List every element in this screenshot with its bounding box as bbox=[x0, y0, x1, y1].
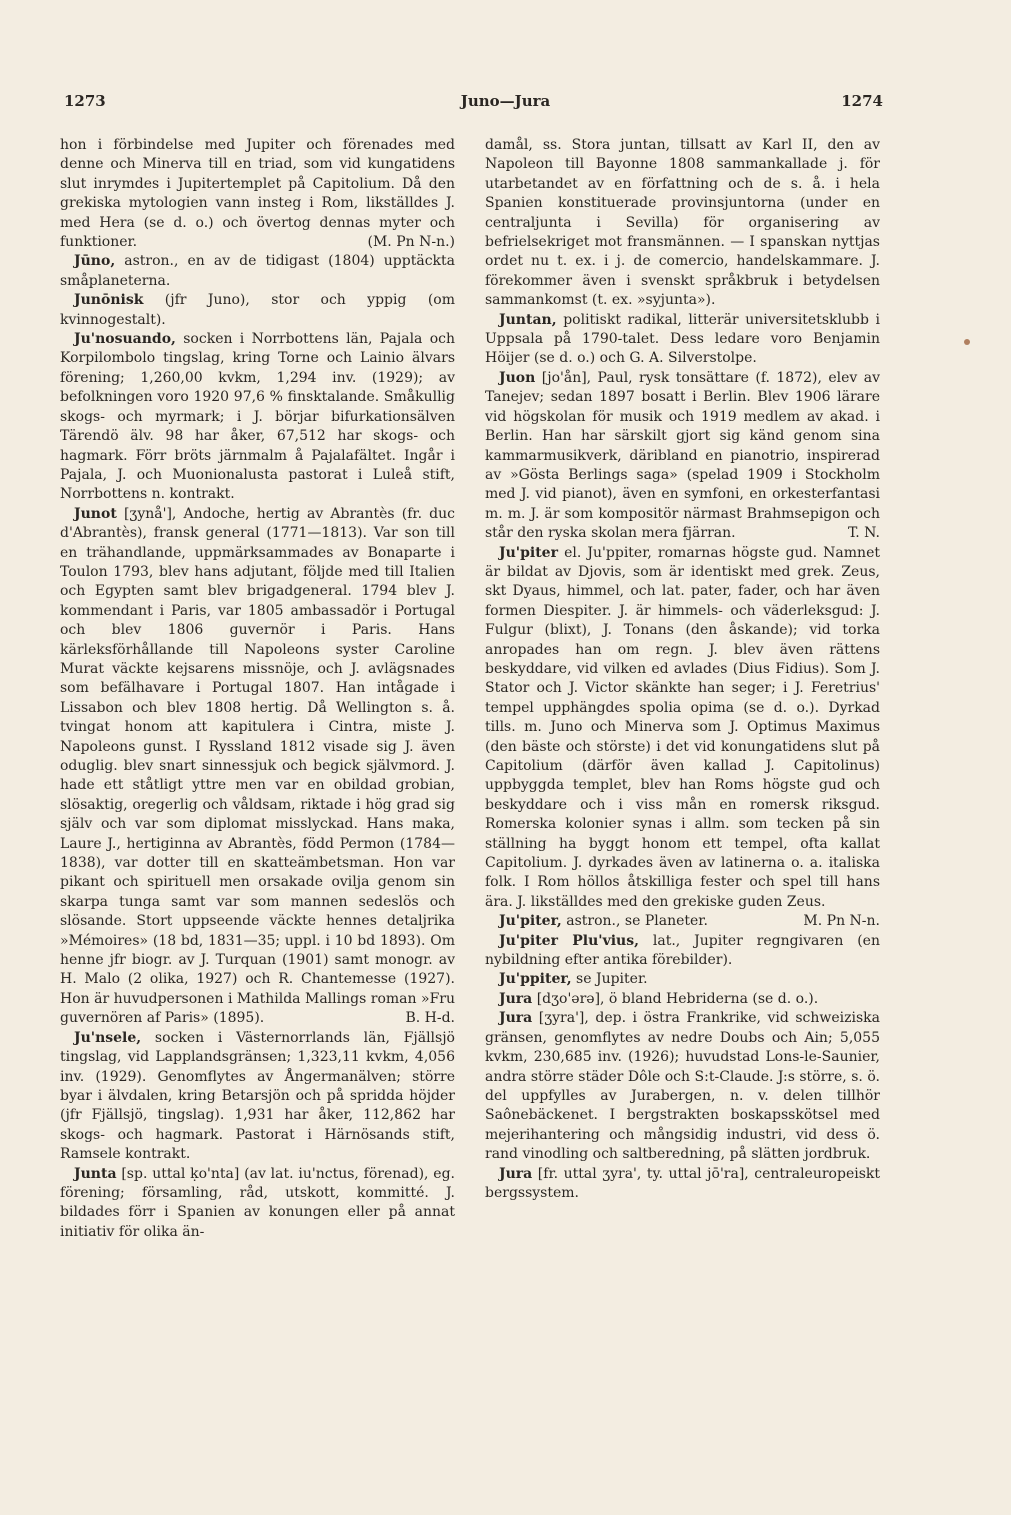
dictionary-entry bbox=[60, 252, 455, 291]
entry-headword: Junta bbox=[74, 1165, 117, 1182]
author-signature: M. Pn N-n. bbox=[803, 913, 880, 930]
entry-text: damål, ss. Stora juntan, tillsatt av Karl II, den av Napoleon till Bayonne 1808 sammankallade j. för utarbetandet av en författning och de s. å. i hela Spanien konstituerade provinsjuntorna (under en centraljunta i Sevilla) för organisering av befrielsekriget mot fransmännen. — I spanskan nyttjas ordet nu t. ex. i j. de comercio, handelskammare. J. förekommer även i svenskt språkbruk i betydelsen sammankomst (t. ex. »syjunta»). bbox=[485, 137, 880, 309]
dictionary-entry bbox=[485, 136, 880, 311]
author-signature: B. H-d. bbox=[405, 1010, 455, 1027]
entry-text: astron., se Planeter. bbox=[566, 913, 708, 930]
entry-headword: Juon bbox=[499, 369, 536, 386]
entry-text: [ʒyra'], dep. i östra Frankrike, vid schweiziska gränsen, genomflytes av nedre Doubs och Ain; 5,055 kvkm, 230,685 inv. (1926); huvudstad Lons-le-Saunier, andra större städer Dôle och S:t-Claude. J:s större, s. ö. del uppfylles av Jurabergen, n. v. delen tillhör Saônebäckenet. I bergstrakten boskapsskötsel med mejerihantering och mångsidig industri, vid dess ö. rand vinodling och saltberedning, på slätten jordbruk. bbox=[485, 1010, 880, 1163]
page-header bbox=[0, 92, 1011, 122]
entry-headword: Junōnisk bbox=[74, 292, 144, 309]
dictionary-entry bbox=[60, 1029, 455, 1165]
right-page-number: 1274 bbox=[841, 92, 883, 110]
ink-dot bbox=[964, 339, 970, 345]
dictionary-entry bbox=[485, 970, 880, 989]
dictionary-entry bbox=[60, 505, 455, 1029]
dictionary-entry bbox=[60, 136, 455, 252]
entry-text: se Jupiter. bbox=[576, 971, 648, 988]
dictionary-entry bbox=[485, 1165, 880, 1204]
dictionary-entry bbox=[60, 291, 455, 330]
entry-headword: Jura bbox=[499, 1165, 533, 1182]
entry-text: el. Ju'ppiter, romarnas högste gud. Namnet är bildat av Djovis, som är identiskt med grek. Zeus, skt Dyaus, himmel, och lat. pater, fader, och har även formen Diespiter. J. är himmels- och väderleksgud: J. Fulgur (blixt), J. Tonans (den åskande); vid torka anropades han om regn. J. blev även rättens beskyddare, vid vilken ed avlades (Dius Fidius). Som J. Stator och J. Victor skänkte han seger; i J. Feretrius' tempel upphängdes spolia opima (se d. o.). Dyrkad tills. m. Juno och Minerva som J. Optimus Maximus (den bäste och störste) i det vid konungatidens slut på Capitolium (därför även kallad J. Capitolinus) uppbyggda templet, blev han Roms högste gud och beskyddare och i viss mån en romersk riksgud. Romerska kolonier synas i allm. som tecken på sin ställning ha byggt honom ett tempel, ofta kallat Capitolium. J. dyrkades även av latinerna o. a. italiska folk. I Rom höllos åtskilliga fester och spel till hans ära. J. likställdes med den grekiske guden Zeus. bbox=[485, 544, 880, 910]
entry-headword: Ju'piter bbox=[499, 544, 558, 561]
entry-text: [sp. uttal ḳo'nta] (av lat. iu'nctus, förenad), eg. förening; församling, råd, utskott, kommitté. J. bildades förr i Spanien av konungen eller på annat initiativ för olika än- bbox=[60, 1165, 455, 1240]
entry-text: astron., en av de tidigast (1804) upptäckta småplaneterna. bbox=[60, 253, 455, 289]
entry-text: (jfr Juno), stor och yppig (om kvinnogestalt). bbox=[60, 292, 456, 328]
entry-headword: Ju'nsele, bbox=[74, 1029, 142, 1046]
dictionary-entry bbox=[485, 311, 880, 369]
entry-text: [jo'ån], Paul, rysk tonsättare (f. 1872), elev av Tanejev; sedan 1897 bosatt i Berlin. Blev 1906 lärare vid högskolan för musik och 1919 medlem av akad. i Berlin. Han har särskilt gjort sig känd genom sina kammarmusikverk, däribland en pianotrio, inspirerad av »Gösta Berlings saga» (spelad 1909 i Stockholm med J. vid pianot), även en symfoni, en orkesterfantasi m. m. J. är som kompositör närmast Brahmsepigon och står den ryska skolan mera fjärran. bbox=[485, 369, 881, 542]
left-column bbox=[60, 136, 455, 1242]
dictionary-entry bbox=[485, 369, 880, 544]
entry-text: [ʒynå'], Andoche, hertig av Abrantès (fr. duc d'Abrantès), fransk general (1771—1813). Var son till en trähandlande, uppmärksammades av Bonaparte i Toulon 1793, blev hans adjutant, följde med till Italien och Egypten samt blev brigadgeneral. 1794 blev J. kommendant i Paris, var 1805 ambassadör i Portugal och blev 1806 guvernör i Paris. Hans kärleksförhållande till Napoleons syster Caroline Murat väckte kejsarens missnöje, och J. avlägsnades som befälhavare i Portugal 1807. Han intågade i Lissabon och blev 1808 hertig. Då Wellington s. å. tvingat honom att kapitulera i Cintra, miste J. Napoleons gunst. I Ryssland 1812 visade sig J. även oduglig. blev snart sinnessjuk och begick självmord. J. hade ett ståtligt yttre men var en obildad grobian, slösaktig, oregerlig och våldsam, riktade i hög grad sig själv och var som diplomat misslyckad. Hans maka, Laure J., hertiginna av Abrantès, född Permon (1784—1838), var dotter till en skatteämbetsman. Hon var pikant och spirituell men orsakade ovilja genom sin skarpa tunga samt var som mannen sedeslös och slösande. Stort uppseende väckte hennes detaljrika »Mémoires» (18 bd, 1831—35; uppl. i 10 bd 1893). Om henne jfr biogr. av J. Turquan (1901) samt monogr. av H. Malo (2 olika, 1927) och R. Chantemesse (1927). Hon är huvudpersonen i Mathilda Mallings roman »Fru guvernören af Paris» (1895). bbox=[60, 505, 455, 1027]
entry-headword: Juntan, bbox=[499, 311, 557, 328]
entry-text: [fr. uttal ʒyra', ty. uttal jō'ra], centraleuropeiskt bergssystem. bbox=[485, 1165, 880, 1201]
dictionary-entry bbox=[60, 330, 455, 505]
entry-headword: Ju'nosuando, bbox=[74, 331, 176, 348]
entry-text: [dʒo'ərə], ö bland Hebriderna (se d. o.). bbox=[536, 990, 819, 1007]
running-title: Juno—Jura bbox=[460, 92, 551, 110]
entry-headword: Jura bbox=[499, 990, 533, 1007]
dictionary-entry bbox=[485, 932, 880, 971]
entry-text: hon i förbindelse med Jupiter och förenades med denne och Minerva till en triad, som vid kungatidens slut inrymdes i Jupitertemplet på Capitolium. Då den grekiska mytologien vann insteg i Rom, likställdes J. med Hera (se d. o.) och övertog dennas myter och funktioner. bbox=[60, 137, 455, 251]
entry-headword: Jura bbox=[499, 1010, 533, 1027]
entry-text: socken i Västernorrlands län, Fjällsjö tingslag, vid Lapplandsgränsen; 1,323,11 kvkm, 4,056 inv. (1929). Genomflytes av Ångermanälven; större byar i älvdalen, kring Betarsjön och på spridda höjder (jfr Fjällsjö, tingslag). 1,931 har åker, 112,862 har skogs- och hagmark. Pastorat i Härnösands stift, Ramsele kontrakt. bbox=[60, 1029, 455, 1163]
left-page-number: 1273 bbox=[64, 92, 106, 110]
dictionary-entry bbox=[485, 990, 880, 1009]
dictionary-entry bbox=[485, 1009, 880, 1164]
entry-headword: Jūno, bbox=[74, 253, 116, 270]
entry-text: socken i Norrbottens län, Pajala och Korpilombolo tingslag, kring Torne och Lainio älvars förening; 1,260,00 kvkm, 1,294 inv. (1929); av befolkningen voro 1920 97,6 % finsktalande. Småkullig skogs- och myrmark; i J. börjar bifurkationsälven Tärendö älv. 98 har åker, 67,512 har skogs- och hagmark. Förr bröts järnmalm å Pajalafältet. Ingår i Pajala, J. och Muonionalusta pastorat i Luleå stift, Norrbottens n. kontrakt. bbox=[60, 331, 455, 503]
entry-headword: Junot bbox=[74, 505, 117, 522]
entry-headword: Ju'ppiter, bbox=[499, 971, 572, 988]
entry-text: politiskt radikal, litterär universitetsklubb i Uppsala på 1790-talet. Dess ledare voro Benjamin Höijer (se d. o.) och G. A. Silverstolpe. bbox=[485, 311, 881, 367]
author-signature: (M. Pn N-n.) bbox=[367, 234, 455, 251]
author-signature: T. N. bbox=[848, 525, 880, 542]
dictionary-entry bbox=[60, 1165, 455, 1243]
right-column bbox=[485, 136, 880, 1203]
entry-headword: Ju'piter Plu'vius, bbox=[499, 932, 639, 949]
entry-headword: Ju'piter, bbox=[499, 913, 562, 930]
entry-text: lat., Jupiter regngivaren (en nybildning efter antika förebilder). bbox=[485, 932, 880, 969]
